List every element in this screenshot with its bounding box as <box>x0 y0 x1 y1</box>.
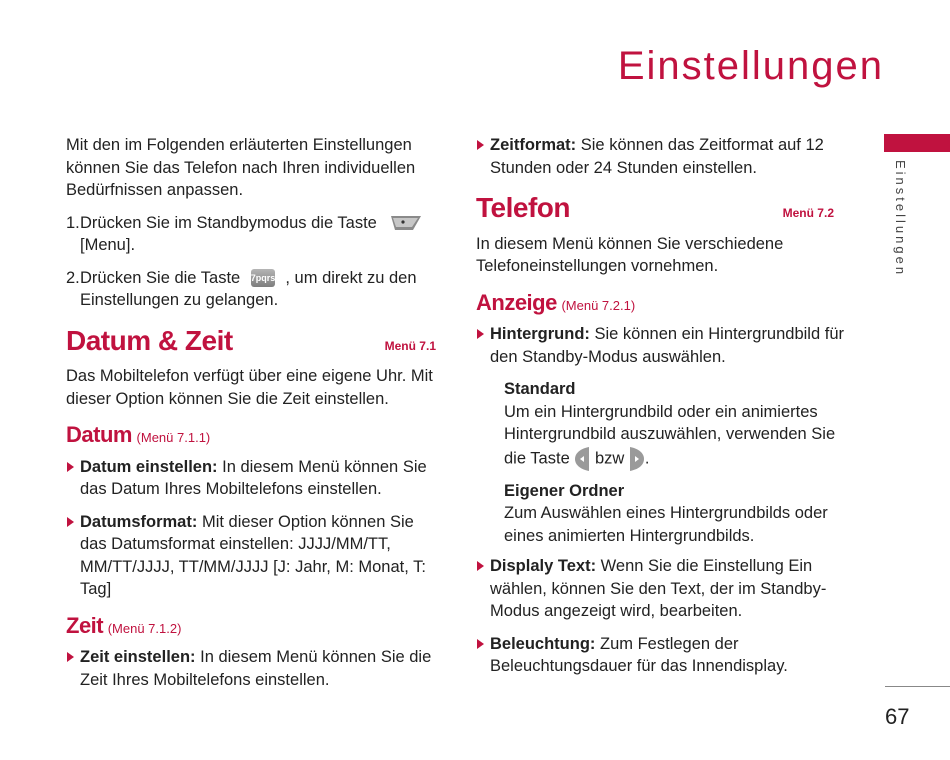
step-text-continued: , um direkt zu den Einstellungen zu gelangen. <box>80 268 417 309</box>
bullet-datum-einstellen <box>66 456 436 501</box>
bullet-label: Zeit einstellen: <box>80 648 196 666</box>
bullet-text: In diesem Menü können Sie die Zeit Ihres Mobiltelefons einstellen. <box>80 648 432 689</box>
bullet-beleuchtung <box>476 633 846 678</box>
subheading-menu-number: (Menü 7.1.1) <box>136 430 211 445</box>
intro-text: Mit den im Folgenden erläuterten Einstellungen können Sie das Telefon nach Ihren individuellen Bedürfnissen anpassen. <box>66 136 416 199</box>
bullet-text: Mit dieser Option können Sie das Datumsformat einstellen: JJJJ/MM/TT, MM/TT/JJJJ, TT/MM/JJJJ [J: Jahr, M: Monat, T: Tag] <box>80 512 426 598</box>
bullet-triangle-icon <box>477 561 484 571</box>
chapter-side-label: Einstellungen <box>893 160 908 278</box>
option-eigener-ordner <box>476 480 846 548</box>
subheading-title: Anzeige <box>476 289 557 315</box>
option-text-bzw: bzw <box>594 448 625 467</box>
option-label: Standard <box>504 380 576 398</box>
step-text: Drücken Sie die Taste <box>80 268 241 287</box>
bullet-label: Datumsformat: <box>80 512 198 531</box>
bullet-zeitformat <box>476 134 846 179</box>
bullet-display-text <box>476 555 846 623</box>
section-menu-number: Menü 7.1 <box>384 338 436 353</box>
bullet-label: Beleuchtung: <box>490 634 596 653</box>
bullet-label: Zeitformat: <box>490 136 577 154</box>
bullet-triangle-icon <box>477 329 484 339</box>
subheading-title: Datum <box>66 422 132 447</box>
option-text: Zum Auswählen eines Hintergrundbilds oder eines animierten Hintergrundbilds. <box>504 504 828 545</box>
option-text-end: . <box>644 448 650 467</box>
section-title: Datum & Zeit <box>66 324 233 356</box>
bullet-triangle-icon <box>477 639 484 649</box>
footer-rule <box>885 686 950 687</box>
bullet-label: Datum einstellen: <box>80 457 218 476</box>
option-text: Um ein Hintergrundbild oder ein animiertes Hintergrundbild auszuwählen, verwenden Sie die Taste <box>504 402 836 467</box>
chapter-tab-marker <box>884 134 950 152</box>
section-heading-telefon <box>476 192 834 225</box>
section-description: Das Mobiltelefon verfügt über eine eigene Uhr. Mit dieser Option können Sie die Zeit einstellen. <box>66 367 433 408</box>
bullet-label: Hintergrund: <box>490 325 590 343</box>
bullet-triangle-icon <box>477 140 484 150</box>
menu-key-icon <box>389 213 423 233</box>
section-menu-number: Menü 7.2 <box>782 206 834 220</box>
bullet-triangle-icon <box>67 462 74 472</box>
bullet-text: In diesem Menü können Sie das Datum Ihres Mobiltelefons einstellen. <box>80 457 427 498</box>
bullet-text: Wenn Sie die Einstellung Ein wählen, können Sie den Text, der im Standby-Modus angezeigt wird, bearbeiten. <box>490 557 827 620</box>
bullet-label: Displaly Text: <box>490 557 597 575</box>
bullet-text: Zum Festlegen der Beleuchtungsdauer für das Innendisplay. <box>490 634 788 675</box>
bullet-zeit-einstellen <box>66 646 436 691</box>
nav-left-key-icon <box>574 446 590 472</box>
right-column <box>476 134 846 688</box>
subheading-title: Zeit <box>66 612 104 638</box>
section-heading-datum-zeit <box>66 324 436 358</box>
subheading-anzeige <box>476 289 846 318</box>
step-2 <box>66 267 436 312</box>
bullet-triangle-icon <box>67 652 74 662</box>
step-text: Drücken Sie im Standbymodus die Taste <box>80 213 377 232</box>
subheading-menu-number: (Menü 7.1.2) <box>107 620 182 636</box>
bullet-text: Sie können ein Hintergrundbild für den Standby-Modus auswählen. <box>490 325 844 366</box>
option-label: Eigener Ordner <box>504 481 625 500</box>
bullet-hintergrund <box>476 323 846 368</box>
subheading-datum <box>66 424 436 450</box>
subheading-menu-number: (Menü 7.2.1) <box>561 297 636 313</box>
page-title: Einstellungen <box>617 44 884 88</box>
section-title: Telefon <box>476 192 570 223</box>
step-1 <box>66 212 436 257</box>
step-text-continued: [Menu]. <box>80 236 136 254</box>
page-number: 67 <box>885 704 910 729</box>
nav-right-key-icon <box>629 446 645 472</box>
bullet-text: Sie können das Zeitformat auf 12 Stunden oder 24 Stunden einstellen. <box>490 136 824 177</box>
key-7-icon: 7pqrs <box>251 269 275 287</box>
option-standard <box>476 378 846 472</box>
step-number: 2. <box>66 268 80 287</box>
subheading-zeit <box>66 612 436 641</box>
step-number: 1. <box>66 213 80 232</box>
bullet-triangle-icon <box>67 517 74 527</box>
left-column <box>66 134 436 701</box>
bullet-datumsformat <box>66 511 436 601</box>
section-description: In diesem Menü können Sie verschiedene Telefoneinstellungen vornehmen. <box>476 234 784 275</box>
